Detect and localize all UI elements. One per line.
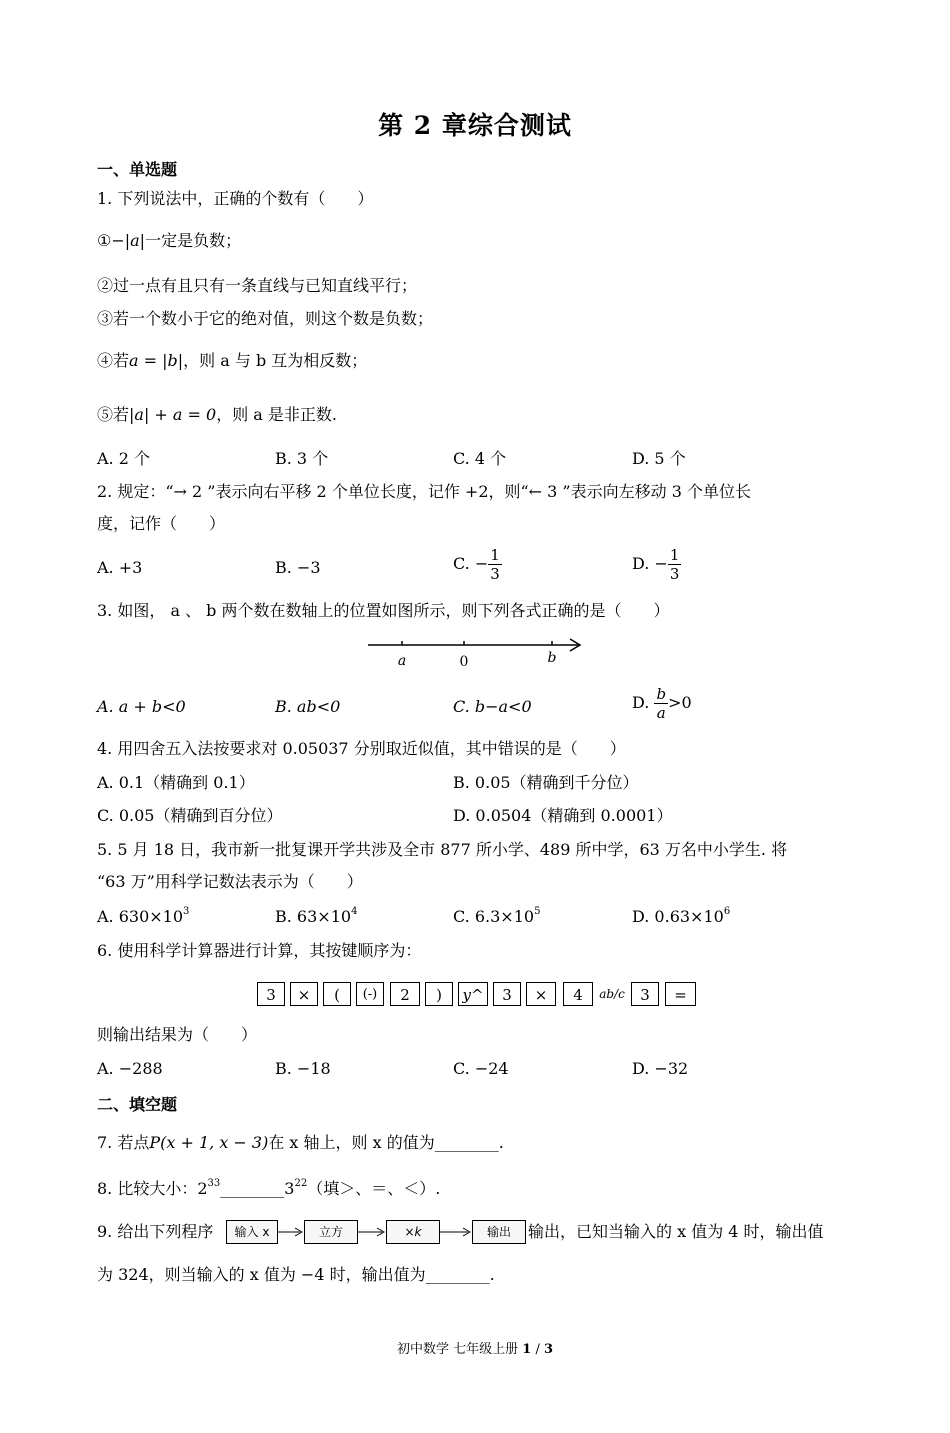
option-6b: B. −18 <box>275 1059 331 1078</box>
question-5-line-1: 5. 5 月 18 日，我市新一批复课开学共涉及全市 877 所小学、489 所中学，63 万名中小学生. 将 <box>97 840 788 859</box>
page-number: 1 <box>522 1342 532 1357</box>
number-line-figure <box>364 632 586 674</box>
option-2c: C. − $\frac{1}{3}$ <box>453 546 500 583</box>
axis-label-b: b <box>547 650 557 666</box>
calc-key-3: 3 <box>257 982 285 1006</box>
flow-box-output: 输出 <box>472 1220 526 1244</box>
math-expression: −|a| <box>111 231 146 250</box>
fraction: $\frac{1}{3}$ <box>669 546 680 583</box>
calc-key-2: 2 <box>390 982 420 1006</box>
calc-key-fraction: ab/c <box>597 982 627 1006</box>
math-expression: P(x + 1, x − 3) <box>149 1133 269 1152</box>
question-8: 8. 比较大小：$2^{33}\_\_\_\_\_\_\_\_3^{22}$（填＞、＝、＜）. <box>97 1178 441 1198</box>
question-9-line-2: 为 324，则当输入的 x 值为 −4 时，输出值为________. <box>97 1265 495 1284</box>
section-heading-single-choice: 一、单选题 <box>97 160 178 179</box>
calc-key-3: 3 <box>493 982 521 1006</box>
question-3-stem: 3. 如图， a 、 b 两个数在数轴上的位置如图所示，则下列各式正确的是（ ） <box>97 601 670 620</box>
calc-key-3: 3 <box>631 982 659 1006</box>
calc-key-equals: = <box>665 982 696 1006</box>
page-footer: 初中数学 七年级上册 1 / 3 <box>396 1342 554 1357</box>
option-2a: A. +3 <box>97 558 143 577</box>
page-total: 3 <box>543 1342 554 1357</box>
option-5d: D. $0.63\times 10^6$ <box>632 906 731 926</box>
page-title: 第 2 章综合测试 <box>378 111 572 140</box>
option-6a: A. −288 <box>97 1059 163 1078</box>
fraction: $\frac{b}{a}$ <box>656 685 667 722</box>
flow-box-input: 输入 x <box>226 1220 278 1244</box>
option-1b: B. 3 个 <box>275 449 329 468</box>
calc-key-multiply: × <box>526 982 556 1006</box>
arrow-icon <box>440 1225 472 1239</box>
question-6-result: 则输出结果为（ ） <box>97 1025 258 1044</box>
math-expression: a = |b| <box>129 351 184 370</box>
axis-label-a: a <box>397 653 407 669</box>
option-6d: D. −32 <box>632 1059 689 1078</box>
option-1d: D. 5 个 <box>632 449 686 468</box>
option-3a: A. a + b<0 <box>97 697 186 716</box>
question-9-suffix: 输出，已知当输入的 x 值为 4 时，输出值 <box>528 1222 824 1241</box>
calc-key-4: 4 <box>563 982 593 1006</box>
question-1-stem: 1. 下列说法中，正确的个数有（ ） <box>97 189 374 208</box>
calc-key-right-paren: ) <box>425 982 453 1006</box>
option-2d: D. − $\frac{1}{3}$ <box>632 546 680 583</box>
option-4a: A. 0.1（精确到 0.1） <box>97 773 255 792</box>
option-4b: B. 0.05（精确到千分位） <box>453 773 639 792</box>
option-4c: C. 0.05（精确到百分位） <box>97 806 283 825</box>
calc-key-left-paren: ( <box>323 982 351 1006</box>
option-5a: A. $630\times 10^3$ <box>97 906 190 926</box>
footer-text: 初中数学 七年级上册 <box>396 1342 519 1357</box>
option-5c: C. $6.3\times 10^5$ <box>453 906 541 926</box>
option-6c: C. −24 <box>453 1059 509 1078</box>
arrow-icon <box>278 1225 304 1239</box>
question-4-stem: 4. 用四舍五入法按要求对 0.05037 分别取近似值，其中错误的是（ ） <box>97 739 626 758</box>
question-1-statement-3: ③若一个数小于它的绝对值，则这个数是负数； <box>97 309 434 328</box>
option-3b: B. ab<0 <box>275 697 341 716</box>
question-2-line-1: 2. 规定：“→ 2 ”表示向右平移 2 个单位长度，记作 +2，则“← 3 ”表示向左移动 3 个单位长 <box>97 482 751 501</box>
calc-key-power: y^ <box>458 982 488 1006</box>
arrow-icon <box>358 1225 386 1239</box>
option-5b: B. $63\times 10^4$ <box>275 906 358 926</box>
question-1-statement-2: ②过一点有且只有一条直线与已知直线平行； <box>97 276 418 295</box>
question-1-statement-4: ④若a = |b|，则 a 与 b 互为相反数； <box>97 351 368 370</box>
axis-label-0: 0 <box>459 654 469 670</box>
option-1a: A. 2 个 <box>97 449 150 468</box>
question-1-statement-1: ①−|a|一定是负数； <box>97 231 242 250</box>
question-5-line-2: “63 万”用科学记数法表示为（ ） <box>97 872 363 891</box>
calc-key-multiply: × <box>290 982 318 1006</box>
question-1-statement-5: ⑤若|a| + a = 0，则 a 是非正数. <box>97 405 338 424</box>
flow-box-cube: 立方 <box>304 1220 358 1244</box>
math-expression: |a| + a = 0 <box>129 405 217 424</box>
option-3d: D. $\frac{b}{a}$ >0 <box>632 685 692 722</box>
option-2b: B. −3 <box>275 558 321 577</box>
calc-key-negative: (-) <box>356 982 384 1006</box>
fraction: $\frac{1}{3}$ <box>490 546 500 583</box>
question-7: 7. 若点P(x + 1, x − 3)在 x 轴上，则 x 的值为________. <box>97 1133 504 1152</box>
section-heading-fill-blank: 二、填空题 <box>97 1095 178 1114</box>
question-9-prefix: 9. 给出下列程序 <box>97 1222 214 1241</box>
option-4d: D. 0.0504（精确到 0.0001） <box>453 806 673 825</box>
question-2-line-2: 度，记作（ ） <box>97 514 226 533</box>
option-3c: C. b−a<0 <box>453 697 532 716</box>
question-6-stem: 6. 使用科学计算器进行计算，其按键顺序为： <box>97 941 422 960</box>
flow-box-multiply-k: ×k <box>386 1220 440 1244</box>
option-1c: C. 4 个 <box>453 449 507 468</box>
